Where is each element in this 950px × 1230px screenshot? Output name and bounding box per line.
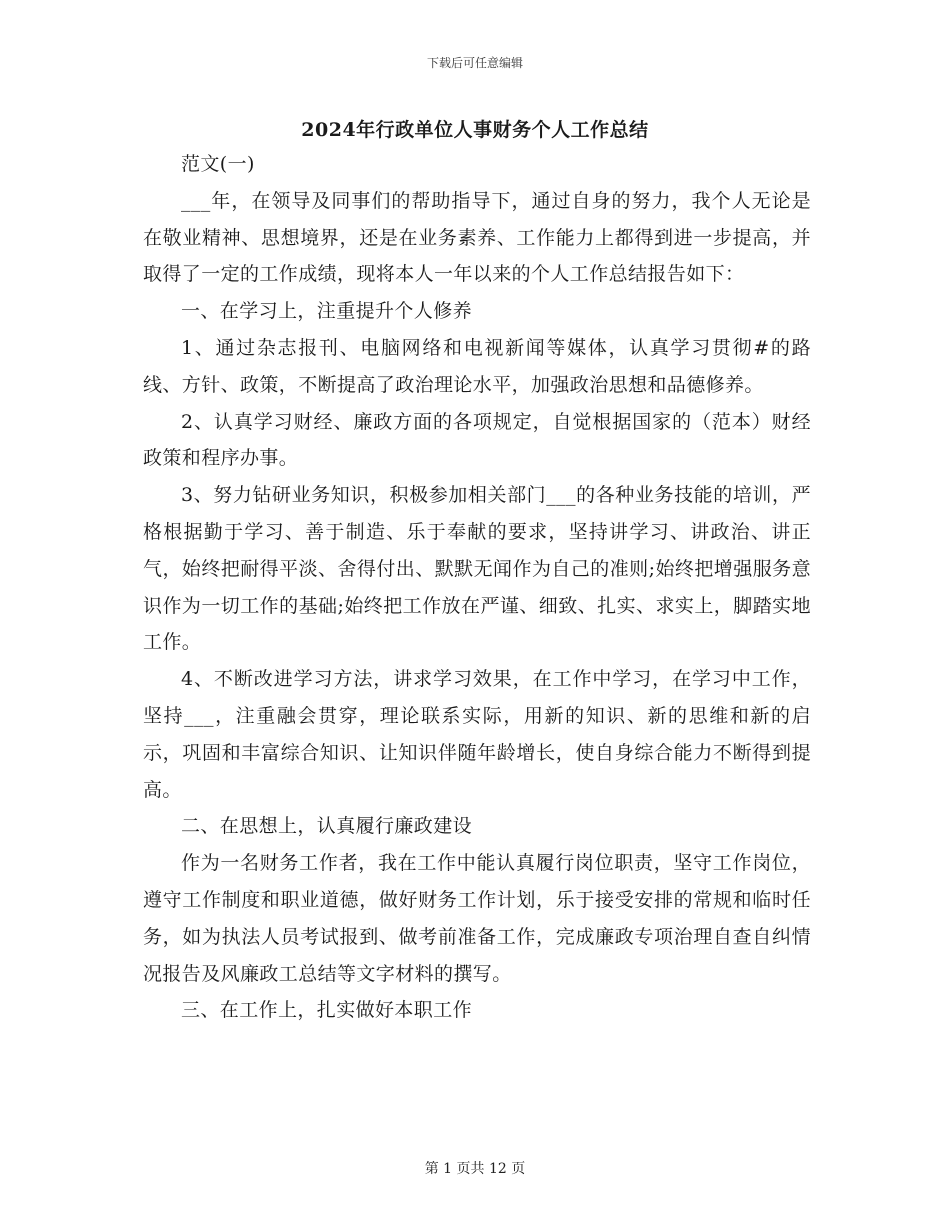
page-header-note: 下载后可任意编辑 bbox=[426, 56, 523, 70]
paragraph-item-2: 2、认真学习财经、廉政方面的各项规定，自觉根据国家的（范本）财经政策和程序办事。 bbox=[143, 410, 811, 470]
section-heading-thought: 二、在思想上，认真履行廉政建设 bbox=[181, 815, 473, 838]
paragraph-item-1: 1、通过杂志报刊、电脑网络和电视新闻等媒体，认真学习贯彻#的路线、方针、政策，不断提高了政治理论水平，加强政治思想和品德修养。 bbox=[143, 336, 811, 396]
page-number-footer: 第 1 页共 12 页 bbox=[424, 1161, 526, 1177]
paragraph-sample-label: 范文(一) bbox=[181, 153, 255, 175]
section-heading-study: 一、在学习上，注重提升个人修养 bbox=[181, 300, 473, 323]
paragraph-item-3: 3、努力钻研业务知识，积极参加相关部门___的各种业务技能的培训，严格根据勤于学习、善于制造、乐于奉献的要求，坚持讲学习、讲政治、讲正气，始终把耐得平淡、舍得付出、默默无闻作为自己的准则;始终把增强服务意识作为一切工作的基础;始终把工作放在严谨、细致、扎实、求实上，脚踏实地工作。 bbox=[143, 484, 811, 654]
paragraph-thought: 作为一名财务工作者，我在工作中能认真履行岗位职责，坚守工作岗位，遵守工作制度和职业道德，做好财务工作计划，乐于接受安排的常规和临时任务，如为执法人员考试报到、做考前准备工作，完成廉政专项治理自查自纠情况报告及风廉政工总结等文字材料的撰写。 bbox=[143, 852, 811, 985]
paragraph-item-4: 4、不断改进学习方法，讲求学习效果，在工作中学习，在学习中工作，坚持___，注重融会贯穿，理论联系实际，用新的知识、新的思维和新的启示，巩固和丰富综合知识、让知识伴随年龄增长，使自身综合能力不断得到提高。 bbox=[143, 668, 811, 801]
document-title: 2024年行政单位人事财务个人工作总结 bbox=[301, 119, 649, 141]
paragraph-intro: ___年，在领导及同事们的帮助指导下，通过自身的努力，我个人无论是在敬业精神、思想境界，还是在业务素养、工作能力上都得到进一步提高，并取得了一定的工作成绩，现将本人一年以来的个人工作总结报告如下： bbox=[143, 189, 811, 286]
document-body bbox=[143, 146, 811, 1029]
section-heading-work: 三、在工作上，扎实做好本职工作 bbox=[181, 999, 473, 1022]
